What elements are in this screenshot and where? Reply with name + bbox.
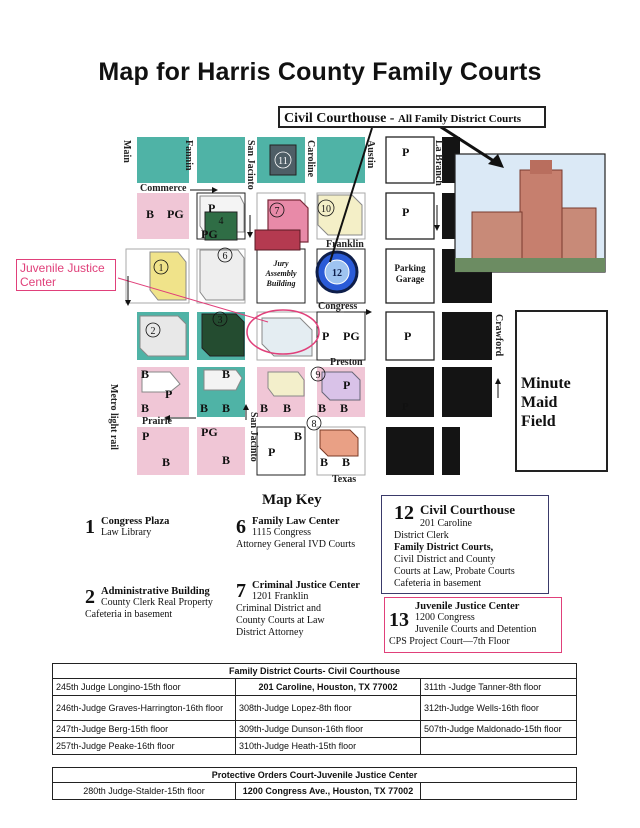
page-title: Map for Harris County Family Courts bbox=[98, 58, 542, 86]
marker-6: 6 bbox=[222, 251, 228, 262]
map-label-b-11: B bbox=[162, 455, 171, 469]
map-label-pg-3: PG bbox=[343, 329, 360, 343]
map-label-b-4: B bbox=[222, 367, 231, 381]
svg-text:Building: Building bbox=[266, 279, 296, 288]
marker-7: 7 bbox=[274, 206, 280, 217]
building-3 bbox=[202, 314, 244, 356]
map-label-p-3: P bbox=[402, 205, 410, 219]
table-header: Protective Orders Court-Juvenile Justice Center bbox=[53, 768, 577, 783]
block-black-4 bbox=[442, 312, 492, 360]
marker-4: 4 bbox=[218, 216, 224, 227]
protective-orders-table bbox=[52, 767, 577, 800]
map-label-b-8: B bbox=[283, 401, 292, 415]
street-san-jacinto-lower: San Jacinto bbox=[248, 412, 259, 462]
map-label-b-2: B bbox=[141, 367, 150, 381]
marker-9: 9 bbox=[315, 370, 321, 381]
key-entry-7: 7 Criminal Justice Center 1201 Franklin Criminal District and County Courts at Law District Attorney bbox=[236, 580, 360, 638]
key-entry-2: 2 Administrative Building County Clerk Real Property Cafeteria in basement bbox=[85, 586, 213, 620]
map-label-p-5: P bbox=[404, 329, 412, 343]
key-entry-12: 12 Civil Courthouse 201 Caroline District Clerk Family District Courts, Civil District and County Courts at Law, Probate Courts Cafeteria in basement bbox=[381, 495, 549, 594]
street-caroline: Caroline bbox=[305, 140, 316, 178]
map-label-b-5: B bbox=[200, 401, 209, 415]
street-franklin: Franklin bbox=[326, 239, 364, 250]
street-crawford: Crawford bbox=[493, 314, 504, 357]
callout-sub: All Family District Courts bbox=[397, 113, 522, 125]
street-metro-rail: Metro light rail bbox=[108, 384, 119, 450]
marker-2: 2 bbox=[150, 326, 156, 337]
street-fannin: Fannin bbox=[183, 140, 194, 171]
map-label-p-9: P bbox=[268, 445, 276, 459]
map-label-p-black: P bbox=[402, 401, 409, 413]
marker-12: 12 bbox=[332, 268, 342, 279]
building-9 bbox=[322, 372, 360, 400]
marker-1: 1 bbox=[158, 263, 164, 274]
table-header: Family District Courts- Civil Courthouse bbox=[53, 664, 577, 679]
svg-text:Garage: Garage bbox=[395, 274, 425, 284]
map-label-b: B bbox=[146, 207, 155, 221]
map-label-b-12: B bbox=[222, 453, 231, 467]
block-black-6b bbox=[442, 427, 460, 475]
map-label-p-2: P bbox=[402, 145, 410, 159]
callout-main: Civil Courthouse - bbox=[284, 111, 395, 126]
svg-text:Assembly: Assembly bbox=[265, 269, 297, 278]
building-row5 bbox=[268, 372, 304, 396]
marker-8: 8 bbox=[311, 419, 317, 430]
family-courts-table bbox=[52, 663, 577, 755]
street-austin: Austin bbox=[365, 140, 376, 169]
block-austin-commerce bbox=[386, 137, 434, 183]
block-black-p bbox=[386, 367, 434, 417]
street-commerce: Commerce bbox=[140, 183, 187, 194]
block-black-5 bbox=[442, 367, 492, 417]
jury-label: Jury bbox=[273, 259, 289, 268]
block-main-commerce bbox=[137, 137, 189, 183]
key-entry-6: 6 Family Law Center 1115 Congress Attorney General IVD Courts bbox=[236, 516, 356, 550]
map-label-pg-4: PG bbox=[201, 425, 218, 439]
block-fannin-commerce bbox=[197, 137, 245, 183]
civil-courthouse-callout bbox=[278, 106, 546, 128]
map-label-p-8: P bbox=[142, 429, 150, 443]
map-label-b-14: B bbox=[320, 455, 329, 469]
map-label-p-4: P bbox=[322, 329, 330, 343]
key-entry-1: 1 Congress Plaza Law Library bbox=[85, 516, 170, 538]
street-la-branch: La Branch bbox=[433, 140, 444, 186]
building-2 bbox=[140, 316, 186, 356]
street-prairie: Prairie bbox=[142, 416, 172, 427]
map-label-p-6: P bbox=[165, 387, 173, 401]
marker-3: 3 bbox=[217, 315, 223, 326]
map-key-title: Map Key bbox=[262, 492, 322, 508]
map-label-p: P bbox=[208, 201, 216, 215]
map-label-b-13: B bbox=[294, 429, 303, 443]
map-label-p-7: P bbox=[343, 378, 351, 392]
street-texas: Texas bbox=[332, 474, 357, 485]
building-8 bbox=[320, 430, 358, 456]
parking-label: Parking bbox=[394, 263, 426, 273]
block-p-2 bbox=[386, 193, 434, 239]
street-main: Main bbox=[121, 140, 132, 163]
table-row: 246th-Judge Graves-Harrington-16th floor 308th-Judge Lopez-8th floor 312th-Judge Wells-16th floor bbox=[53, 696, 577, 721]
map-label-b-7: B bbox=[260, 401, 269, 415]
map-label-b-15: B bbox=[342, 455, 351, 469]
marker-10: 10 bbox=[321, 204, 331, 215]
table-row: 245th Judge Longino-15th floor 201 Caroline, Houston, TX 77002 311th -Judge Tanner-8th floor bbox=[53, 679, 577, 696]
street-san-jacinto: San Jacinto bbox=[245, 140, 256, 190]
table-row: 280th Judge-Stalder-15th floor 1200 Congress Ave., Houston, TX 77002 bbox=[53, 783, 577, 800]
map-label-b-3: B bbox=[141, 401, 150, 415]
street-congress: Congress bbox=[318, 301, 358, 312]
street-preston: Preston bbox=[330, 357, 363, 368]
map-label-b-9: B bbox=[318, 401, 327, 415]
map-label-pg: PG bbox=[167, 207, 184, 221]
marker-11: 11 bbox=[278, 156, 288, 167]
map-label-pg-2: PG bbox=[201, 227, 218, 241]
juvenile-justice-label: Juvenile Justice Center bbox=[16, 259, 116, 291]
minute-maid-field: Minute Maid Field bbox=[515, 310, 608, 472]
building-7-base bbox=[255, 230, 300, 250]
table-row: 257th-Judge Peake-16th floor 310th-Judge Heath-15th floor bbox=[53, 738, 577, 755]
table-row: 247th-Judge Berg-15th floor 309th-Judge Dunson-16th floor 507th-Judge Maldonado-15th floor bbox=[53, 721, 577, 738]
key-entry-13: 13 Juvenile Justice Center 1200 Congress Juvenile Courts and Detention CPS Project Court—7th Floor bbox=[384, 597, 562, 653]
map-label-b-10: B bbox=[340, 401, 349, 415]
block-black-6a bbox=[386, 427, 434, 475]
map-label-b-6: B bbox=[222, 401, 231, 415]
